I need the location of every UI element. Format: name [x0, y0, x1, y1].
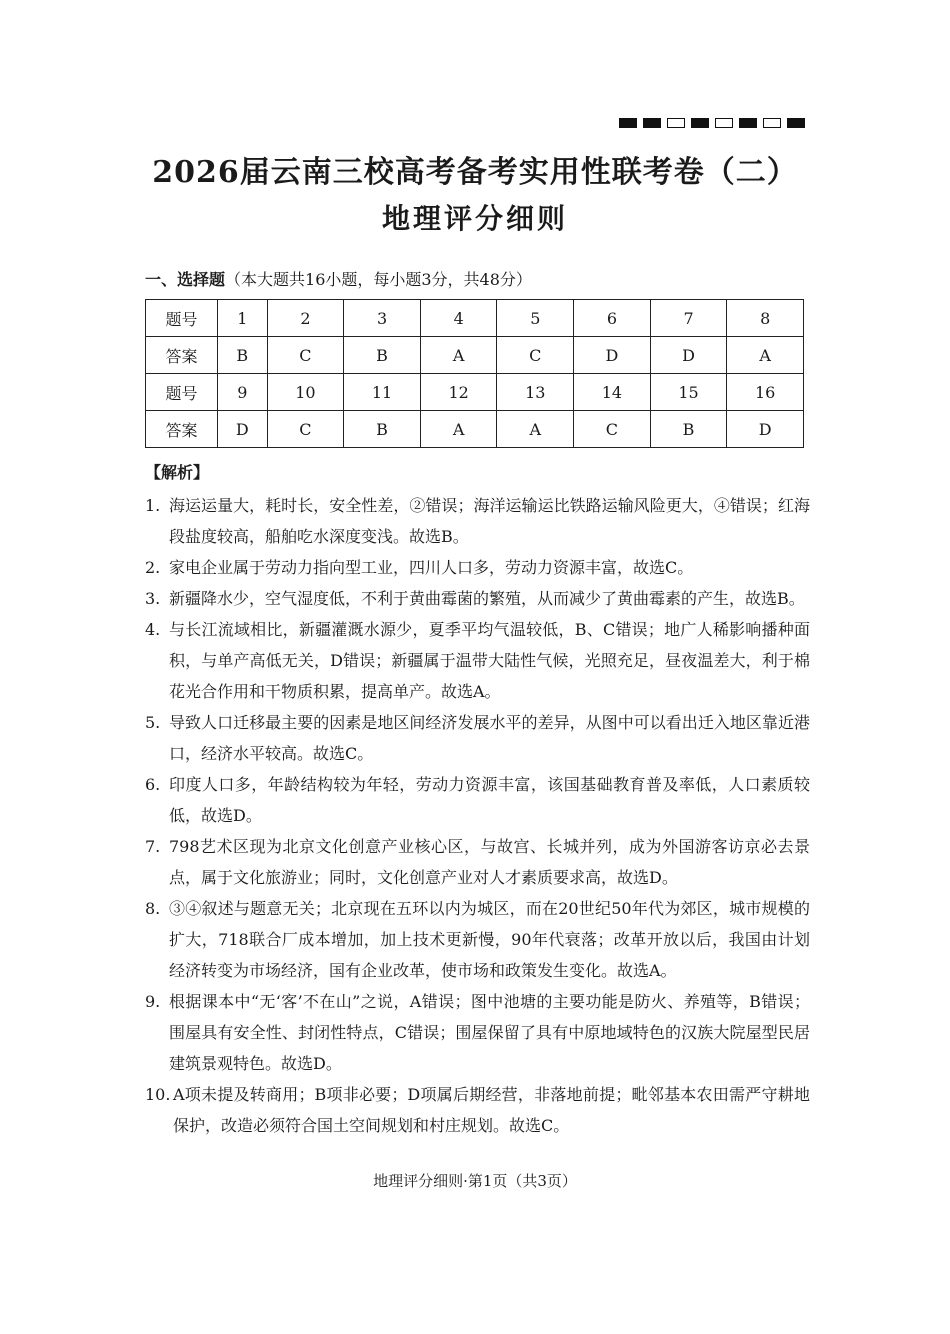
item-text: 印度人口多，年龄结构较为年轻，劳动力资源丰富，该国基础教育普及率低，人口素质较低，故选D。 [169, 775, 810, 825]
answer-cell: D [574, 337, 651, 374]
section-heading [145, 267, 532, 290]
question-number: 8 [727, 300, 804, 337]
answer-cell: B [650, 411, 727, 448]
question-number: 15 [650, 374, 727, 411]
answer-cell: C [267, 337, 344, 374]
item-text: 根据课本中“无‘客’不在山”之说，A错误；图中池塘的主要功能是防火、养殖等，B错误；围屋具有安全性、封闭性特点，C错误；围屋保留了具有中原地域特色的汉族大院屋型民居建筑景观特色。故选D。 [169, 992, 810, 1073]
list-item [145, 986, 810, 1079]
answer-cell: A [420, 411, 497, 448]
question-number: 4 [420, 300, 497, 337]
item-number: 1. [145, 496, 161, 515]
list-item [145, 1079, 810, 1141]
answer-cell: A [497, 411, 574, 448]
item-number: 5. [145, 713, 161, 732]
question-number: 1 [218, 300, 268, 337]
answer-cell: A [420, 337, 497, 374]
header-marks [619, 118, 805, 128]
item-text: 与长江流域相比，新疆灌溉水源少，夏季平均气温较低，B、C错误；地广人稀影响播种面积，与单产高低无关，D错误；新疆属于温带大陆性气候，光照充足，昼夜温差大，利于棉花光合作用和干物质积累，提高单产。故选A。 [169, 620, 810, 701]
answer-cell: A [727, 337, 804, 374]
item-text: 家电企业属于劳动力指向型工业，四川人口多，劳动力资源丰富，故选C。 [169, 558, 694, 577]
question-number: 14 [574, 374, 651, 411]
question-number: 5 [497, 300, 574, 337]
item-number: 9. [145, 992, 161, 1011]
answer-cell: C [267, 411, 344, 448]
answer-cell: D [727, 411, 804, 448]
item-number: 10. [145, 1085, 171, 1104]
item-text: 新疆降水少，空气湿度低，不利于黄曲霉菌的繁殖，从而减少了黄曲霉素的产生，故选B。 [169, 589, 805, 608]
item-text: A项未提及转商用；B项非必要；D项属后期经营，非落地前提；毗邻基本农田需严守耕地保护，改造必须符合国土空间规划和村庄规划。故选C。 [173, 1085, 810, 1135]
row-label: 题号 [146, 374, 218, 411]
table-row [146, 300, 804, 337]
analysis-list [145, 490, 810, 1141]
question-number: 13 [497, 374, 574, 411]
answer-cell: C [497, 337, 574, 374]
item-text: ③④叙述与题意无关；北京现在五环以内为城区，而在20世纪50年代为郊区，城市规模的扩大，718联合厂成本增加，加上技术更新慢，90年代衰落；改革开放以后，我国由计划经济转变为市场经济，国有企业改革，使市场和政策发生变化。故选A。 [169, 899, 810, 980]
item-text: 798艺术区现为北京文化创意产业核心区，与故宫、长城并列，成为外国游客访京必去景点，属于文化旅游业；同时，文化创意产业对人才素质要求高，故选D。 [169, 837, 810, 887]
question-number: 6 [574, 300, 651, 337]
question-number: 7 [650, 300, 727, 337]
item-number: 6. [145, 775, 161, 794]
item-number: 2. [145, 558, 161, 577]
list-item [145, 552, 810, 583]
answer-cell: B [218, 337, 268, 374]
row-label: 题号 [146, 300, 218, 337]
answer-cell: D [650, 337, 727, 374]
section-head: 一、选择题 [145, 270, 226, 289]
item-number: 8. [145, 899, 161, 918]
question-number: 9 [218, 374, 268, 411]
table-row [146, 411, 804, 448]
answer-table [145, 299, 804, 448]
item-text: 海运运量大，耗时长，安全性差，②错误；海洋运输运比铁路运输风险更大，④错误；红海段盐度较高，船舶吃水深度变浅。故选B。 [169, 496, 810, 546]
document-subtitle: 地理评分细则 [381, 202, 568, 235]
mark-filled [619, 118, 637, 128]
question-number: 11 [344, 374, 421, 411]
section-note: （本大题共16小题，每小题3分，共48分） [225, 270, 532, 289]
list-item [145, 583, 810, 614]
question-number: 3 [344, 300, 421, 337]
mark-empty [763, 118, 781, 128]
item-number: 3. [145, 589, 161, 608]
row-label: 答案 [146, 337, 218, 374]
mark-filled [691, 118, 709, 128]
list-item [145, 769, 810, 831]
list-item [145, 893, 810, 986]
item-text: 导致人口迁移最主要的因素是地区间经济发展水平的差异，从图中可以看出迁入地区靠近港口，经济水平较高。故选C。 [169, 713, 810, 763]
list-item [145, 707, 810, 769]
question-number: 12 [420, 374, 497, 411]
answer-cell: D [218, 411, 268, 448]
table-row [146, 374, 804, 411]
page-footer: 地理评分细则·第1页（共3页） [373, 1172, 577, 1190]
list-item [145, 614, 810, 707]
answer-cell: B [344, 411, 421, 448]
mark-filled [787, 118, 805, 128]
list-item [145, 831, 810, 893]
mark-empty [667, 118, 685, 128]
answer-cell: B [344, 337, 421, 374]
question-number: 2 [267, 300, 344, 337]
list-item [145, 490, 810, 552]
table-row [146, 337, 804, 374]
analysis-label: 【解析】 [145, 463, 210, 482]
question-number: 16 [727, 374, 804, 411]
mark-filled [643, 118, 661, 128]
mark-empty [715, 118, 733, 128]
question-number: 10 [267, 374, 344, 411]
mark-filled [739, 118, 757, 128]
row-label: 答案 [146, 411, 218, 448]
item-number: 7. [145, 837, 161, 856]
item-number: 4. [145, 620, 161, 639]
answer-cell: C [574, 411, 651, 448]
document-title: 2026届云南三校高考备考实用性联考卷（二） [152, 155, 798, 190]
